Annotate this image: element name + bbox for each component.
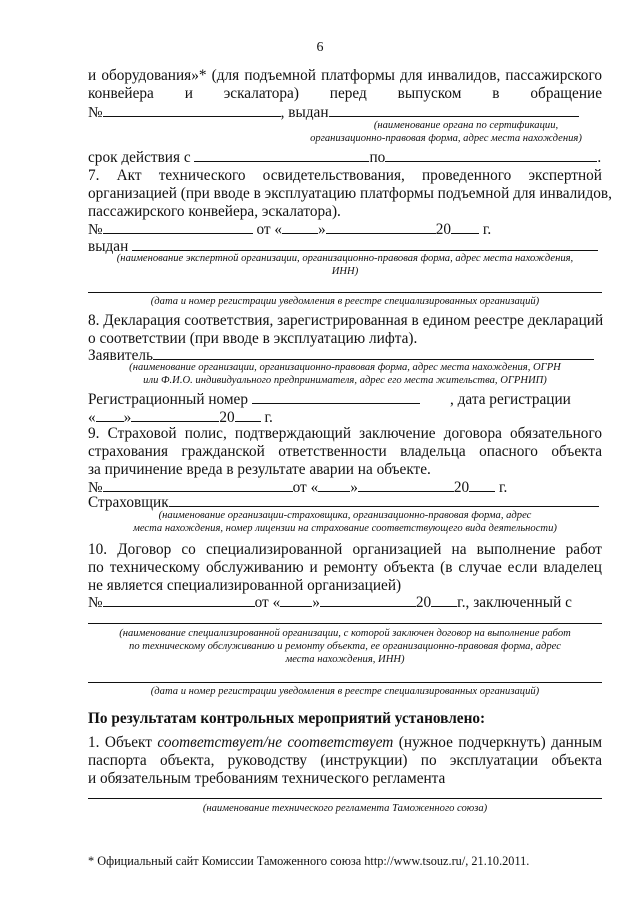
text-line: паспорта объекта, руководству (инструкции) по эксплуатации объекта [88,752,602,769]
contract-number-line: № от « » 20 г., заключенный с [88,594,572,611]
validity-line: срок действия с по . [88,149,602,166]
registration-month-field[interactable] [131,407,219,422]
caption-certification-body: организационно-правовая форма, адрес места нахождения) [310,133,582,144]
registration-date-line: « » 20 г. [88,409,273,426]
text-line: 10. Договор со специализированной организацией на выполнение работ [88,541,602,558]
insurer-line: Страховщик [88,492,602,512]
text-line: и обязательным требованиям технического регламента [88,770,446,787]
certification-body-field[interactable] [329,102,579,117]
blank-line[interactable] [88,682,602,683]
text-line: пассажирского конвейера, эскалатора). [88,203,341,220]
caption-expert-organization: (наименование экспертной организации, организационно-правовая форма, адрес места нахождения, [116,253,574,264]
act-number-line: № от « » 20 г. [88,221,492,238]
policy-number-field[interactable] [103,477,293,492]
caption-specialized-organization: места нахождения, ИНН) [285,654,405,665]
validity-from-field[interactable] [194,147,369,162]
caption-specialized-organization: по техническому обслуживанию и ремонту объекта, ее организационно-правовая форма, адрес [129,641,561,652]
caption-insurer: места нахождения, номер лицензии на страхование соответствующего вида деятельности) [133,523,557,534]
footnote: * Официальный сайт Комиссии Таможенного союза http://www.tsouz.ru/, 21.10.2011. [88,854,530,868]
text-line: о соответствии (при вводе в эксплуатацию лифта). [88,330,418,347]
text-line: конвейера и эскалатора) перед выпуском в обращение [88,85,602,102]
text-line: 8. Декларация соответствия, зарегистрированная в едином реестре деклараций [88,312,604,329]
text-line: и оборудования»* (для подъемной платформы для инвалидов, пассажирского [88,67,602,84]
certificate-number-field[interactable] [103,102,281,117]
page-number: 6 [316,40,324,55]
caption-specialized-organization: (наименование специализированной организации, с которой заключен договор на выполнение работ [119,628,571,639]
caption-applicant: (наименование организации, организационно-правовая форма, адрес места нахождения, ОГРН [129,362,561,373]
certificate-number-line: № , выдан [88,102,602,122]
caption-certification-body: (наименование органа по сертификации, [373,120,559,131]
applicant-field[interactable] [153,345,594,360]
act-month-field[interactable] [326,219,436,234]
registration-year-field[interactable] [235,407,261,422]
text-line: организацией (при вводе в эксплуатацию платформы подъемной для инвалидов, [88,185,612,202]
insurer-field[interactable] [169,492,599,507]
result-item-1: 1. Объект соответствует/не соответствует (нужное подчеркнуть) данным [88,734,603,751]
contract-number-field[interactable] [103,592,255,607]
caption-registration-notice: (дата и номер регистрации уведомления в реестре специализированных организаций) [150,686,540,697]
expert-organization-field[interactable] [132,236,598,251]
blank-line[interactable] [88,623,602,624]
act-year-field[interactable] [451,219,479,234]
contract-day-field[interactable] [280,592,312,607]
registration-day-field[interactable] [96,407,124,422]
policy-day-field[interactable] [318,477,350,492]
registration-number-field[interactable] [252,389,420,404]
policy-year-field[interactable] [469,477,495,492]
text-line: не является специализированной организацией) [88,577,402,594]
registration-number-line: Регистрационный номер , дата регистрации [88,391,571,408]
text-line: по техническому обслуживанию и ремонту объекта (в случае если владелец [88,559,602,576]
blank-line[interactable] [88,798,602,799]
contract-month-field[interactable] [320,592,416,607]
insurance-policy-line: № от « » 20 г. [88,479,508,496]
policy-month-field[interactable] [358,477,454,492]
contract-year-field[interactable] [431,592,457,607]
validity-to-field[interactable] [385,147,597,162]
act-day-field[interactable] [282,219,318,234]
text-line: за причинение вреда в результате аварии на объекте. [88,461,431,478]
act-number-field[interactable] [103,219,253,234]
caption-registration-notice: (дата и номер регистрации уведомления в реестре специализированных организаций) [150,296,540,307]
caption-technical-regulation: (наименование технического регламента Таможенного союза) [202,803,488,814]
blank-line[interactable] [88,292,602,293]
text-line: страхования гражданской ответственности владельца опасного объекта [88,443,602,460]
caption-insurer: (наименование организации-страховщика, организационно-правовая форма, адрес [158,510,532,521]
text-line: 9. Страховой полис, подтверждающий заключение договора обязательного [88,425,602,442]
expert-issued-line: выдан [88,236,602,256]
caption-expert-organization: ИНН) [331,266,359,277]
applicant-line: Заявитель [88,345,602,365]
results-heading: По результатам контрольных мероприятий установлено: [88,710,486,727]
caption-applicant: или Ф.И.О. индивидуального предпринимателя, адрес его места жительства, ОГРНИП) [143,375,547,386]
text-line: 7. Акт технического освидетельствования, проведенного экспертной [88,167,602,184]
